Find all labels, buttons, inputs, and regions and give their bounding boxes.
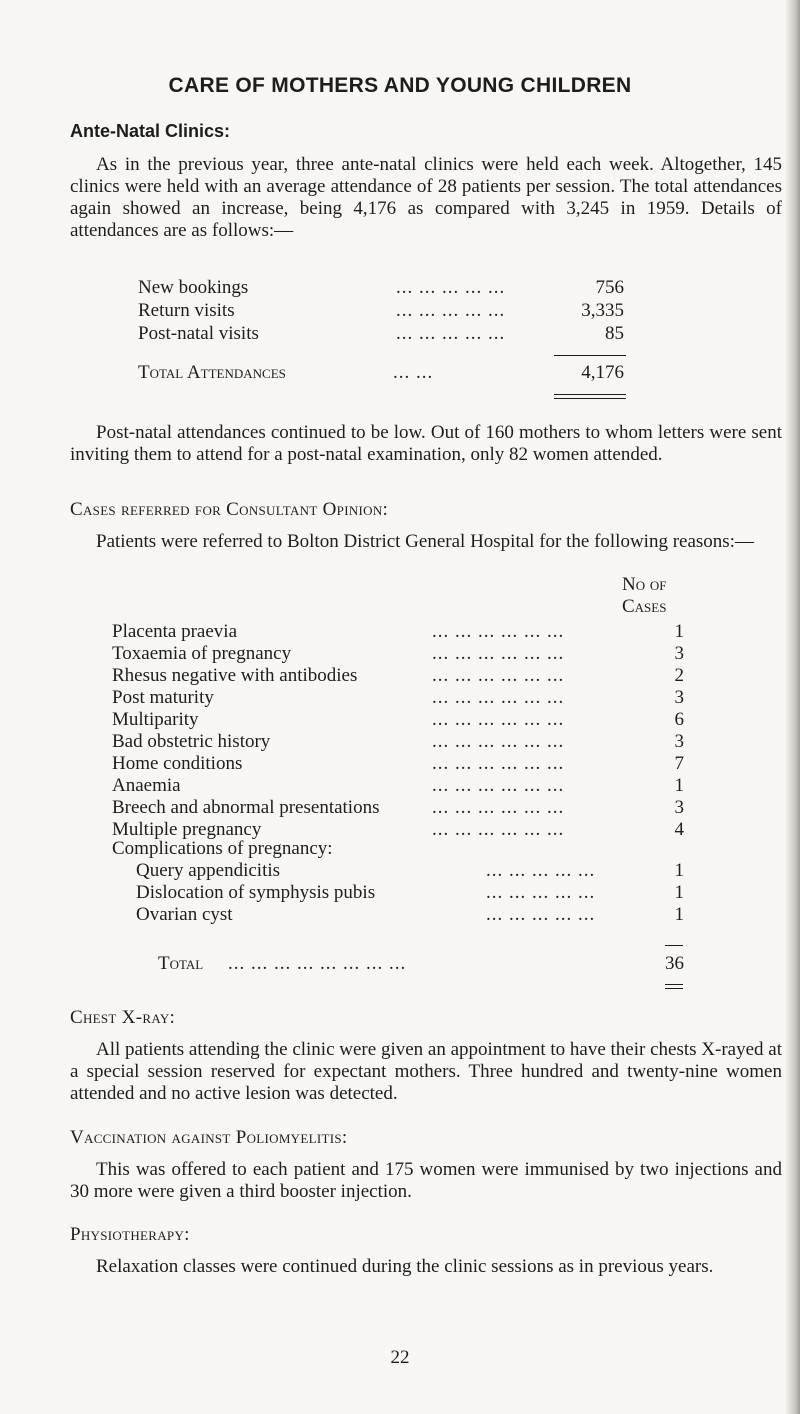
physio-heading: Physiotherapy: [70,1224,190,1245]
cases-double-rule-2 [665,988,683,989]
complication-row-label: Query appendicitis [136,860,281,881]
case-row [0,709,800,731]
attendance-row-leader-dots: ... ... ... ... ... [396,300,506,321]
chest-paragraph: All patients attending the clinic were given an appointment to have their chests X-rayed at a special session reserved for expectant mothers. Three hundred and twenty-nine women attended and no active lesion was detected. [70,1039,782,1104]
polio-paragraph: This was offered to each patient and 175 women were immunised by two injections and 30 more were given a third booster injection. [70,1159,782,1202]
case-row-leader-dots: ... ... ... ... ... ... [432,775,565,796]
cases-total-row: Total ... ... ... ... ... ... ... ... 36 [158,953,684,974]
case-row-value: 7 [674,753,684,774]
case-row [0,775,800,797]
attendance-double-rule-1 [554,394,626,395]
case-row-leader-dots: ... ... ... ... ... ... [432,621,565,642]
attendance-row-value: 85 [605,323,624,344]
complication-row-value: 1 [674,904,684,925]
case-row-label: Post maturity [112,687,214,708]
attendance-row-label: Return visits [138,300,235,321]
attendance-total-row: Total Attendances ... ... 4,176 [138,362,624,383]
consultant-heading: Cases referred for Consultant Opinion: [70,499,389,520]
case-row-leader-dots: ... ... ... ... ... ... [432,819,565,840]
attendance-row [0,277,800,299]
attendance-row-value: 756 [595,277,624,298]
case-row-label: Multiple pregnancy [112,819,262,840]
page-number: 22 [390,1347,410,1368]
complication-row-leader-dots: ... ... ... ... ... [486,904,596,925]
complication-row-leader-dots: ... ... ... ... ... [486,882,596,903]
complication-row-label: Ovarian cyst [136,904,233,925]
attendance-row-leader-dots: ... ... ... ... ... [396,323,506,344]
case-row-leader-dots: ... ... ... ... ... ... [432,709,565,730]
page-title: CARE OF MOTHERS AND YOUNG CHILDREN [168,74,632,97]
case-row [0,753,800,775]
attendance-row-label: New bookings [138,277,249,298]
case-row-leader-dots: ... ... ... ... ... ... [432,687,565,708]
complications-label: Complications of pregnancy: [112,838,333,859]
complication-row-leader-dots: ... ... ... ... ... [486,860,596,881]
attendance-row-leader-dots: ... ... ... ... ... [396,277,506,298]
case-row-value: 3 [674,687,684,708]
cases-header-2: Cases [622,596,667,617]
chest-heading: Chest X-ray: [70,1007,176,1028]
case-row-label: Home conditions [112,753,243,774]
case-row-value: 2 [674,665,684,686]
attendance-row-value: 3,335 [581,300,624,321]
attendance-row-label: Post-natal visits [138,323,259,344]
physio-paragraph: Relaxation classes were continued during the clinic sessions as in previous years. [96,1256,714,1277]
cases-double-rule-1 [665,984,683,985]
case-row-leader-dots: ... ... ... ... ... ... [432,797,565,818]
complication-row-label: Dislocation of symphysis pubis [136,882,376,903]
case-row-leader-dots: ... ... ... ... ... ... [432,665,565,686]
case-row-value: 1 [674,775,684,796]
case-row-label: Breech and abnormal presentations [112,797,380,818]
case-row-label: Multiparity [112,709,199,730]
antenatal-heading: Ante-Natal Clinics: [70,121,231,141]
cases-rule [665,945,683,946]
case-row [0,687,800,709]
case-row-leader-dots: ... ... ... ... ... ... [432,643,565,664]
case-row [0,731,800,753]
case-row-value: 3 [674,643,684,664]
consultant-intro: Patients were referred to Bolton District General Hospital for the following reasons:— [96,531,754,552]
complication-row-value: 1 [674,860,684,881]
case-row [0,665,800,687]
antenatal-intro: As in the previous year, three ante-natal clinics were held each week. Altogether, 145 clinics were held with an average attendance of 28 patients per session. The total attendances again showed an increase, being 4,176 as compared with 3,245 in 1959. Details of attendances are as follows:— [70,154,782,241]
case-row-label: Anaemia [112,775,181,796]
attendance-total-label: Total Attendances [138,362,286,383]
complication-row-value: 1 [674,882,684,903]
attendance-row [0,323,800,345]
case-row-value: 4 [674,819,684,840]
case-row-leader-dots: ... ... ... ... ... ... [432,753,565,774]
case-row-label: Rhesus negative with antibodies [112,665,358,686]
case-row-value: 1 [674,621,684,642]
case-row-leader-dots: ... ... ... ... ... ... [432,731,565,752]
complication-row [0,904,800,926]
attendance-total-value: 4,176 [581,362,624,383]
attendance-double-rule-2 [554,398,626,399]
cases-header-1: No of [622,574,667,595]
case-row-value: 3 [674,797,684,818]
case-row-label: Toxaemia of pregnancy [112,643,292,664]
attendance-row [0,300,800,322]
case-row [0,797,800,819]
case-row-label: Placenta praevia [112,621,238,642]
cases-total-label: Total [158,953,204,974]
cases-total-value: 36 [665,953,684,974]
polio-heading: Vaccination against Poliomyelitis: [70,1127,348,1148]
case-row [0,643,800,665]
attendance-rule [554,355,626,356]
postnatal-paragraph: Post-natal attendances continued to be low. Out of 160 mothers to whom letters were sent inviting them to attend for a post-natal examination, only 82 women attended. [70,422,782,465]
case-row-value: 6 [674,709,684,730]
case-row [0,621,800,643]
complication-row [0,882,800,904]
case-row-value: 3 [674,731,684,752]
complication-row [0,860,800,882]
case-row-label: Bad obstetric history [112,731,271,752]
